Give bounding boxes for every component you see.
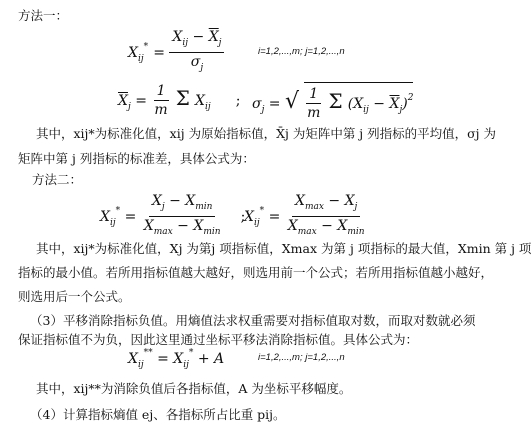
step3-index-range: i=1,2,...,m; j=1,2,...,n <box>258 352 345 363</box>
step3-line1: （3）平移消除指标负值。用熵值法求权重需要对指标值取对数，而取对数就必须 <box>30 313 476 328</box>
method1-desc-line2: 矩阵中第 j 列指标的标准差，具体公式为： <box>18 151 255 166</box>
method2-desc-line1: 其中，xij*为标准化值，Xj 为第j 项指标值，Xmax 为第 j 项指标的最大值，Xmin 第 j 项 <box>36 241 531 256</box>
formula-minmax-negative: $X_{ij}^*$ = $\frac{X_{max} - X_j}{X_{max} - X_{min}}$ <box>244 193 365 237</box>
formula-minmax-positive: $X_{ij}^*$ = $\frac{X_j - X_{min}}{X_{max} - X_{min}}$ ; <box>100 193 246 237</box>
method2-desc-line2: 指标的最小值。若所用指标值越大越好，则选用前一个公式；若所用指标值越小越好， <box>18 265 494 280</box>
method2-desc-line3: 则选用后一个公式。 <box>18 289 131 304</box>
formula-shift: $X_{ij}^{**} = X_{ij}^* + A$ <box>128 348 225 370</box>
formula-zscore: $X_{ij}^*$ = $\frac{X_{ij} - \overline{X}_j}{\sigma_j}$ <box>128 28 224 77</box>
method1-desc-line1: 其中，xij*为标准化值，xij 为原始指标值，X̄j 为矩阵中第 j 列指标的平均值，σj 为 <box>36 126 497 141</box>
formula-mean: $\overline{X}_j$ = $\frac{1}{m}$ Σ $X_{ij}$ ; <box>118 83 241 118</box>
step3-line2: 保证指标值不为负，因此这里通过坐标平移法消除指标值。具体公式为： <box>18 332 419 347</box>
method1-index-range: i=1,2,...,m; j=1,2,...,n <box>258 46 345 57</box>
method1-heading: 方法一： <box>18 8 69 23</box>
method2-heading: 方法二： <box>32 172 83 187</box>
step3-desc: 其中，xij**为消除负值后各指标值，A 为坐标平移幅度。 <box>36 381 352 396</box>
formula-stddev: $\sigma_j$ = √ $\frac{1}{m}$ Σ $(X_{ij} - \overline{X}_j)^2$ <box>252 82 413 122</box>
step4-line1: （4）计算指标熵值 ej、各指标所占比重 pij。 <box>30 407 286 422</box>
